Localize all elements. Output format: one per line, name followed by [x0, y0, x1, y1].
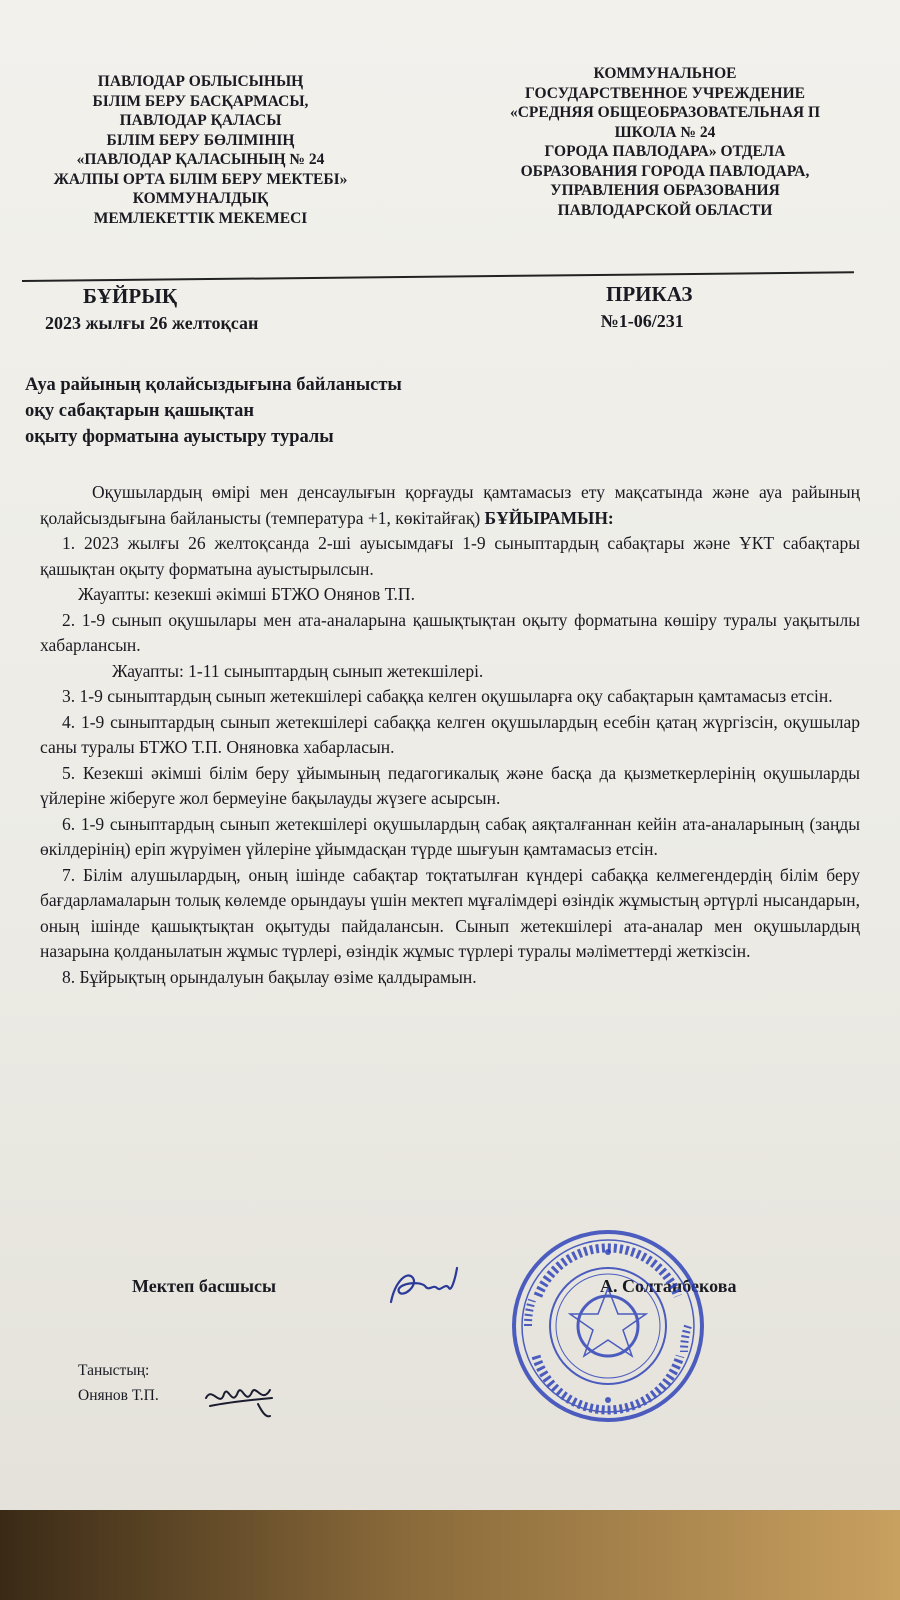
order-item: 5. Кезекші әкімші білім беру ұйымының педагогикалық және басқа да қызметкерлерінің оқушыларды үйлеріне жіберуге жол бермеуіне бақылауды жүзеге асырсын. [40, 762, 860, 808]
signatory-name: А. Солтанбекова [600, 1276, 737, 1296]
header-kazakh [18, 72, 383, 228]
header-left-line: КОММУНАЛДЫҚ [132, 190, 269, 207]
title-line: Ауа райының қолайсыздығына байланысты [25, 375, 402, 395]
document-title [25, 372, 585, 450]
intro-text: Оқушылардың өмірі мен денсаулығын қорғауды қамтамасыз ету мақсатында және ауа райының қолайсыздығына байланысты (температура +1, көкітайғақ) [40, 482, 860, 528]
header-left-line: «ПАВЛОДАР ҚАЛАСЫНЫҢ № 24 [76, 151, 325, 168]
header-right-line: ПАВЛОДАРСКОЙ ОБЛАСТИ [557, 201, 773, 219]
acknowledgement-signature-icon [200, 1378, 280, 1423]
header-russian [470, 64, 860, 220]
header-right-line: ГОСУДАРСТВЕННОЕ УЧРЕЖДЕНИЕ [525, 84, 805, 102]
order-item: 8. Бұйрықтың орындалуын бақылау өзіме қалдырамын. [62, 966, 477, 987]
order-russian [592, 282, 692, 332]
acknowledged-name: Онянов Т.П. [78, 1387, 159, 1404]
responsible-line: Жауапты: кезекші әкімші БТЖО Онянов Т.П. [78, 584, 415, 604]
decree-word: БҰЙЫРАМЫН: [484, 507, 614, 528]
order-item: 2. 1-9 сынып оқушылары мен ата-аналарына қашықтықтан оқыту форматына көшіру туралы уақытылы хабарлансын. [40, 609, 860, 655]
order-item: 3. 1-9 сыныптардың сынып жетекшілері сабаққа келген оқушыларға оқу сабақтарын қамтамасыз етсін. [62, 686, 833, 706]
title-line: оқыту форматына ауыстыру туралы [25, 427, 334, 447]
order-word-kz: БҰЙРЫҚ [83, 284, 178, 308]
header-right-line: ШКОЛА № 24 [614, 123, 716, 141]
header-right-line: КОММУНАЛЬНОЕ [593, 65, 737, 82]
header-right-line: ГОРОДА ПАВЛОДАРА» ОТДЕЛА [544, 143, 786, 160]
table-surface [0, 1510, 900, 1600]
official-stamp-icon [508, 1226, 708, 1426]
header-left-line: БІЛІМ БЕРУ БӨЛІМІНІҢ [106, 131, 295, 149]
document-body [40, 480, 860, 990]
header-right-line: УПРАВЛЕНИЯ ОБРАЗОВАНИЯ [550, 182, 780, 199]
acknowledgement-block [78, 1358, 159, 1408]
responsible-line: Жауапты: 1-11 сыныптардың сынып жетекшілері. [112, 660, 484, 681]
order-date: 2023 жылғы 26 желтоқсан [45, 313, 259, 333]
title-line: оқу сабақтарын қашықтан [25, 401, 255, 421]
header-left-line: ПАВЛОДАР ОБЛЫСЫНЫҢ [97, 73, 304, 90]
header-left-line: МЕМЛЕКЕТТІК МЕКЕМЕСІ [93, 209, 308, 227]
order-word-ru: ПРИКАЗ [606, 282, 693, 306]
header-right-line: ОБРАЗОВАНИЯ ГОРОДА ПАВЛОДАРА, [520, 162, 810, 180]
header-left-line: ПАВЛОДАР ҚАЛАСЫ [119, 112, 282, 129]
acknowledgement-label: Таныстың: [78, 1362, 150, 1379]
order-kazakh [45, 284, 258, 334]
header-divider [22, 271, 854, 282]
signature-icon [385, 1262, 465, 1312]
signature-label: Мектеп басшысы [132, 1276, 277, 1296]
order-number: №1-06/231 [600, 311, 684, 331]
order-item: 1. 2023 жылғы 26 желтоқсанда 2-ші ауысымдағы 1-9 сыныптардың сабақтары және ҰКТ сабақтары қашықтан оқыту форматына ауыстырылсын. [40, 533, 860, 579]
header-left-line: ЖАЛПЫ ОРТА БІЛІМ БЕРУ МЕКТЕБІ» [53, 170, 348, 188]
order-item: 6. 1-9 сыныптардың сынып жетекшілері оқушылардың сабақ аяқталғаннан кейін ата-аналарының (заңды өкілдерінің) еріп жүруімен үйлеріне ұйымдасқан түрде шығуын қамтамасыз етсін. [40, 813, 860, 859]
intro-paragraph [40, 480, 860, 531]
order-item: 7. Білім алушылардың, оның ішінде сабақтар тоқтатылған күндері сабаққа келмегендердің білім беру бағдарламаларын толық көлемде орындауы үшін мектеп мұғалімдері өзіндік жұмыстың әртүрлі нысандарын, оның ішінде қашықтықтан оқытуды пайдалансын. Сынып жетекшілері ата-аналар мен оқушылардың назарына қолданылатын жұмыс түрлері, өзіндік жұмыс түрлері туралы мәліметтерді жеткізсін. [40, 864, 860, 961]
order-item: 4. 1-9 сыныптардың сынып жетекшілері сабаққа келген оқушылардың есебін қатаң жүргізсін, оқушылар саны туралы БТЖО Т.П. Оняновка хабарласын. [40, 711, 860, 757]
header-left-line: БІЛІМ БЕРУ БАСҚАРМАСЫ, [92, 92, 309, 110]
header-right-line: «СРЕДНЯЯ ОБЩЕОБРАЗОВАТЕЛЬНАЯ П [509, 104, 821, 121]
